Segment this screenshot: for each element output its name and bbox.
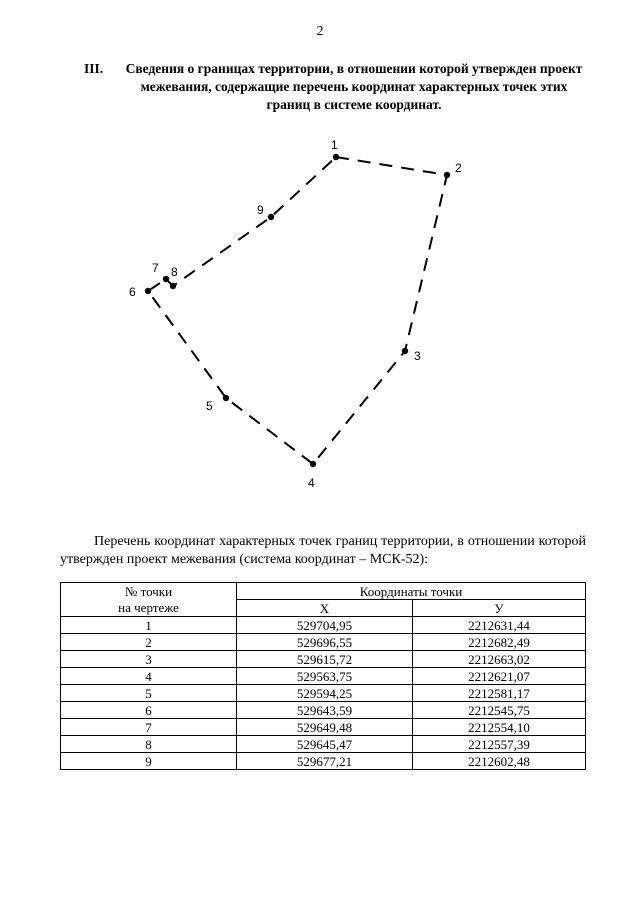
table-row — [61, 702, 586, 719]
cell-point: 1 — [61, 617, 237, 634]
cell-x: 529696,55 — [237, 634, 413, 651]
point-5-marker — [223, 395, 229, 401]
page-number: 2 — [316, 24, 324, 39]
point-7-marker — [163, 276, 169, 282]
table-row — [61, 617, 586, 634]
cell-x: 529615,72 — [237, 651, 413, 668]
point-2-marker — [444, 172, 450, 178]
table-row — [61, 719, 586, 736]
cell-x: 529677,21 — [237, 753, 413, 770]
point-label-8: 8 — [171, 265, 178, 279]
point-8-marker — [170, 283, 176, 289]
section-number: III. — [84, 61, 104, 76]
cell-point: 6 — [61, 702, 237, 719]
point-3-marker — [402, 348, 408, 354]
cell-x: 529643,59 — [237, 702, 413, 719]
coordinates-intro: Перечень координат характерных точек границ территории, в отношении которой утвержден проект межевания (система координат – МСК-52): — [60, 534, 586, 567]
cell-y: 2212621,07 — [413, 668, 586, 685]
cell-point: 8 — [61, 736, 237, 753]
point-label-6: 6 — [129, 285, 136, 299]
table-row — [61, 651, 586, 668]
cell-point: 3 — [61, 651, 237, 668]
boundary-points — [145, 154, 450, 467]
point-label-5: 5 — [206, 399, 213, 413]
table-row — [61, 753, 586, 770]
point-6-marker — [145, 288, 151, 294]
table-row — [61, 685, 586, 702]
cell-point: 5 — [61, 685, 237, 702]
boundary-outline — [148, 157, 447, 464]
header-point-number — [61, 583, 237, 617]
header-coordinates: Координаты точки — [237, 583, 586, 600]
cell-point: 4 — [61, 668, 237, 685]
header-point-line1: № точки — [124, 583, 173, 599]
cell-x: 529645,47 — [237, 736, 413, 753]
cell-y: 2212682,49 — [413, 634, 586, 651]
point-label-1: 1 — [331, 138, 338, 152]
cell-y: 2212581,17 — [413, 685, 586, 702]
cell-y: 2212554,10 — [413, 719, 586, 736]
cell-point: 9 — [61, 753, 237, 770]
table-row — [61, 668, 586, 685]
coordinates-table — [60, 582, 586, 770]
point-label-9: 9 — [257, 203, 264, 217]
cell-y: 2212557,39 — [413, 736, 586, 753]
point-label-3: 3 — [414, 349, 421, 363]
point-labels — [129, 138, 462, 490]
table-row — [61, 736, 586, 753]
point-4-marker — [310, 461, 316, 467]
point-label-4: 4 — [308, 476, 315, 490]
point-label-2: 2 — [455, 161, 462, 175]
cell-x: 529563,75 — [237, 668, 413, 685]
cell-x: 529649,48 — [237, 719, 413, 736]
cell-y: 2212663,02 — [413, 651, 586, 668]
cell-y: 2212545,75 — [413, 702, 586, 719]
cell-x: 529594,25 — [237, 685, 413, 702]
point-label-7: 7 — [152, 261, 159, 275]
cell-point: 7 — [61, 719, 237, 736]
cell-y: 2212602,48 — [413, 753, 586, 770]
table-row — [61, 634, 586, 651]
header-x: Х — [237, 600, 413, 617]
header-point-line2: на чертеже — [118, 599, 179, 615]
header-y: У — [413, 600, 586, 617]
cell-y: 2212631,44 — [413, 617, 586, 634]
cell-x: 529704,95 — [237, 617, 413, 634]
section-title: Сведения о границах территории, в отношении которой утвержден проект межевания, содержащие перечень координат характерных точек этих границ в системе координат. — [125, 61, 583, 112]
point-9-marker — [268, 214, 274, 220]
cell-point: 2 — [61, 634, 237, 651]
point-1-marker — [333, 154, 339, 160]
